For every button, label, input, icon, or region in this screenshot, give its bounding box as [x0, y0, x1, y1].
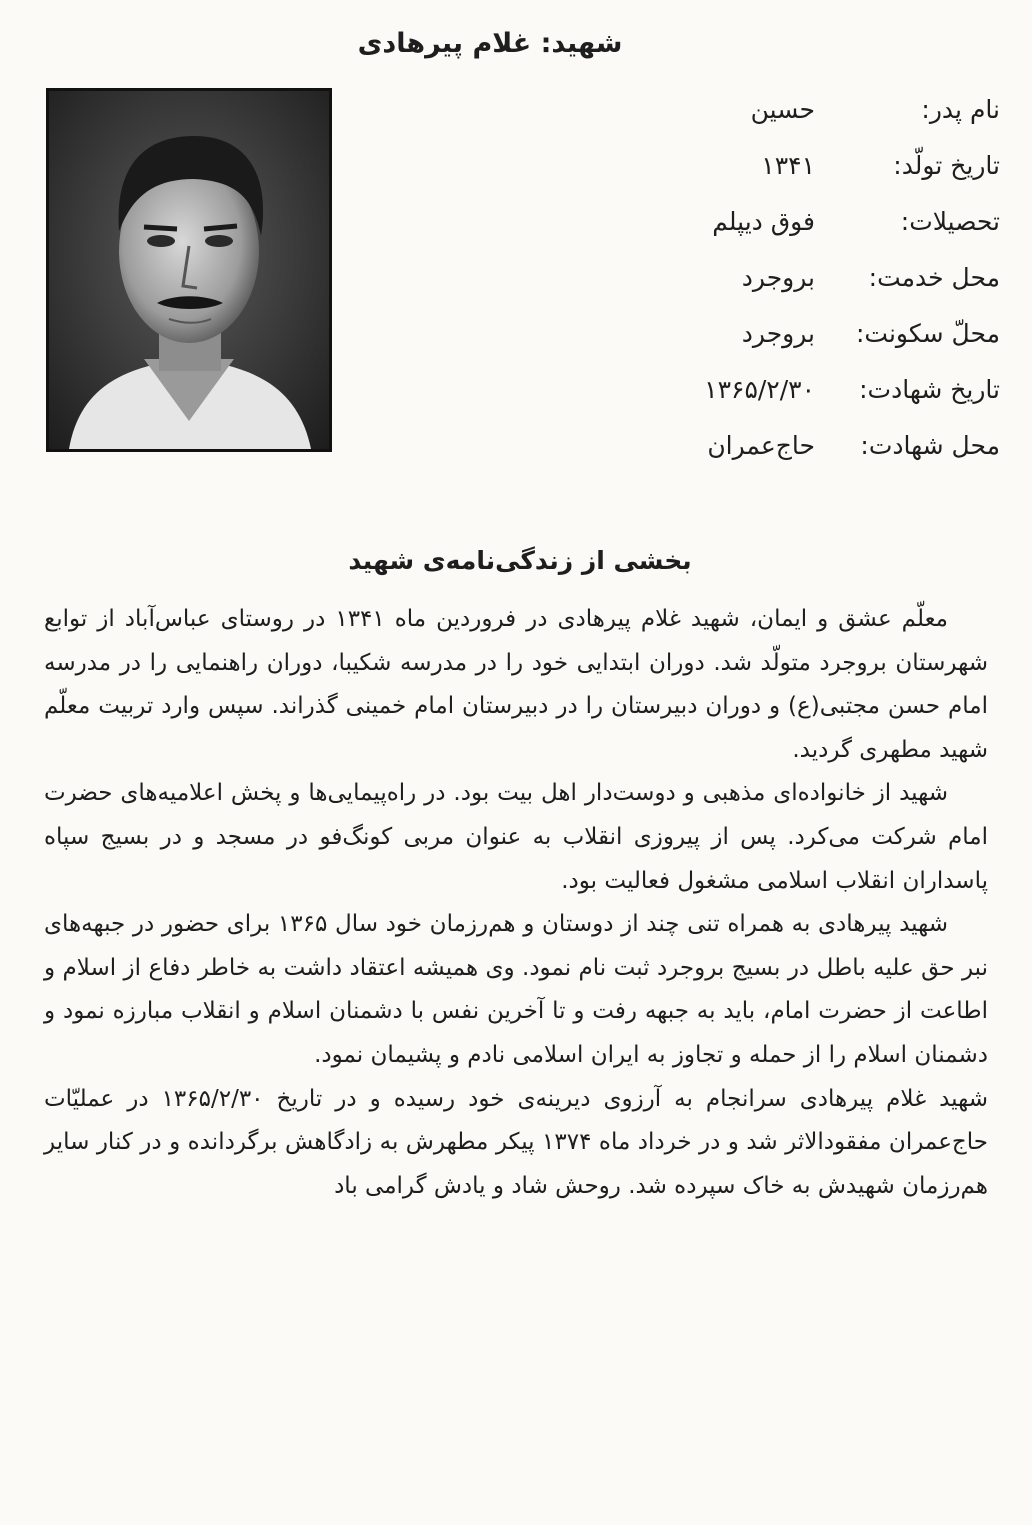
bio-paragraph: معلّم عشق و ایمان، شهید غلام پیرهادی در فروردین ماه ۱۳۴۱ در روستای عباس‌آباد از توابع شهرستان بروجرد متولّد شد. دوران ابتدایی خود را در مدرسه شکیبا، دوران راهنمایی را در مدرسه امام حسن مجتبی(ع) و دوران دبیرستان را در دبیرستان امام خمینی گذراند. سپس وارد تربیت معلّم شهید مطهری گردید. — [44, 606, 988, 763]
info-value: حسین — [750, 95, 815, 124]
info-row-service-place — [340, 260, 1000, 316]
info-label: محل خدمت: — [868, 263, 1000, 292]
info-row-birth-date — [340, 148, 1000, 204]
info-list — [340, 92, 1000, 484]
info-value: ۱۳۶۵/۲/۳۰ — [704, 375, 815, 404]
bio-paragraph: شهید غلام پیرهادی سرانجام به آرزوی دیرینه‌ی خود رسیده و در تاریخ ۱۳۶۵/۲/۳۰ در عملیّات حاج‌عمران مفقودالاثر شد و در خرداد ماه ۱۳۷۴ پیکر مطهرش به زادگاهش برگردانده و در کنار سایر هم‌رزمان شهیدش به خاک سپرده شد. روحش شاد و یادش گرامی باد — [44, 1085, 988, 1199]
info-label: تاریخ شهادت: — [859, 375, 1000, 404]
info-label: محلّ سکونت: — [855, 319, 1000, 348]
info-row-residence — [340, 316, 1000, 372]
info-row-martyrdom-date — [340, 372, 1000, 428]
info-label: تاریخ تولّد: — [893, 151, 1000, 180]
biography-text — [44, 598, 988, 1208]
bio-paragraph: شهید از خانواده‌ای مذهبی و دوست‌دار اهل بیت بود. در راه‌پیمایی‌ها و پخش اعلامیه‌های حضرت امام شرکت می‌کرد. پس از پیروزی انقلاب به عنوان مربی کونگ‌فو در مسجد و در بسیج سپاه پاسداران انقلاب اسلامی مشغول فعالیت بود. — [44, 780, 988, 894]
portrait-photo — [46, 88, 332, 452]
info-value: حاج‌عمران — [707, 431, 815, 460]
biography-heading: بخشی از زندگی‌نامه‌ی شهید — [348, 546, 692, 575]
bio-paragraph: شهید پیرهادی به همراه تنی چند از دوستان و هم‌رزمان خود سال ۱۳۶۵ برای حضور در جبهه‌های نبر حق علیه باطل در بسیج بروجرد ثبت نام نمود. وی همیشه اعتقاد داشت به خاطر دفاع از اسلام و اطاعت از حضرت امام، باید به جبهه رفت و تا آخرین نفس با دشمنان اسلام و انقلاب مبارزه نمود و دشمنان اسلام را از حمله و تجاوز به ایران اسلامی نادم و پشیمان نمود. — [44, 911, 988, 1068]
info-label: نام پدر: — [921, 95, 1000, 124]
info-row-education — [340, 204, 1000, 260]
portrait-icon — [49, 91, 329, 449]
page-title: شهید: غلام پیرهادی — [357, 28, 623, 59]
info-label: تحصیلات: — [900, 207, 1000, 236]
info-value: فوق دیپلم — [712, 207, 815, 236]
info-label: محل شهادت: — [860, 431, 1000, 460]
info-value: ۱۳۴۱ — [761, 151, 815, 180]
info-row-father-name — [340, 92, 1000, 148]
info-row-martyrdom-place — [340, 428, 1000, 484]
info-value: بروجرد — [741, 263, 815, 292]
info-value: بروجرد — [741, 319, 815, 348]
